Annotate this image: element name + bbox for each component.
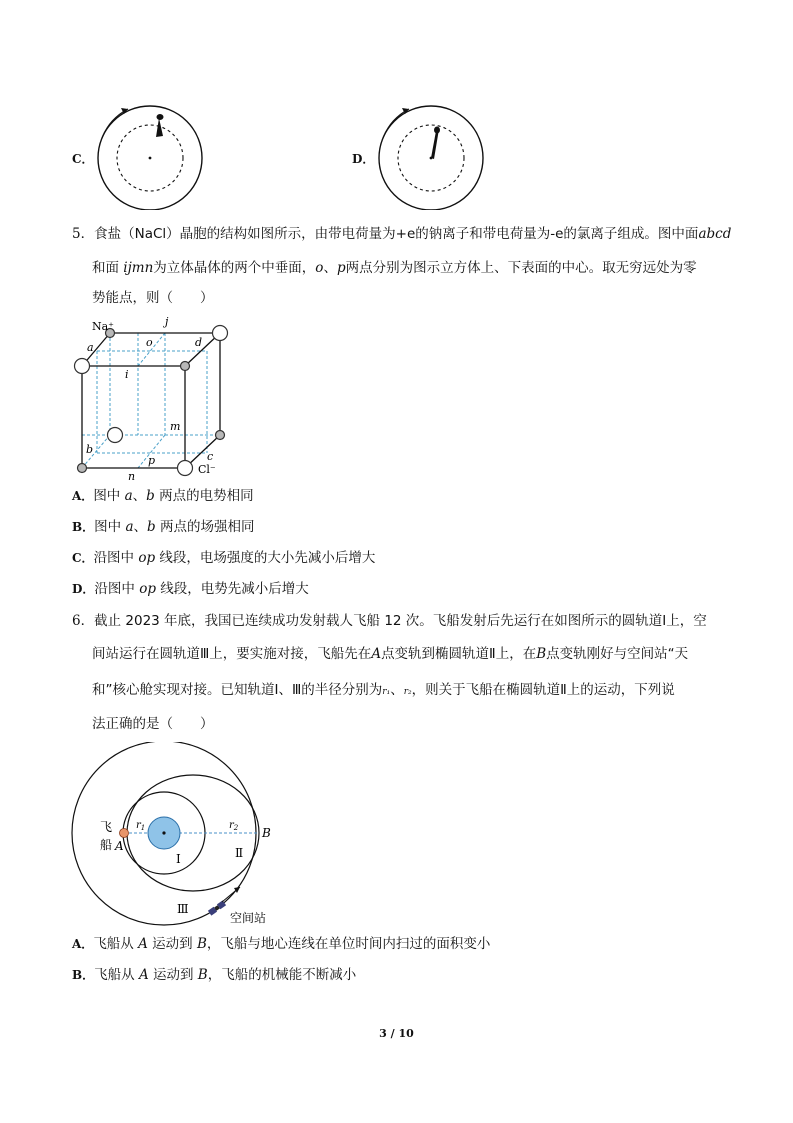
question-6-line-2 [92, 645, 688, 663]
option-text: 、 [132, 488, 147, 504]
option-label: D． [72, 582, 95, 596]
point-n-label: n [128, 470, 136, 483]
question-5-line-3: 势能点，则（ ） [92, 290, 214, 306]
q5-text-1a: 食盐（ [94, 226, 135, 242]
q6-text-2c: 点变轨到椭圆轨道Ⅱ上，在 [381, 646, 537, 662]
point-o-label: o [146, 336, 153, 349]
q6-text-3c: 、 [390, 682, 404, 698]
q6-text-3e: ，则关于飞船在椭圆轨道Ⅱ上的运动，下列说 [411, 682, 675, 698]
option-d-label: D． [352, 152, 375, 166]
option-var: op [138, 550, 156, 566]
q5-option-b [72, 518, 254, 536]
figure-option-d [371, 100, 501, 210]
point-a-label: a [87, 341, 94, 354]
question-5-line-1 [72, 225, 731, 243]
orbit-II-label: Ⅱ [235, 846, 244, 860]
q6-text-3a: 和”核心舱实现对接。已知轨道Ⅰ、Ⅲ的半径分别为 [92, 682, 383, 698]
option-var: A [138, 936, 148, 952]
q5-option-a [72, 487, 254, 505]
r2-label: $r_2$ [229, 820, 239, 832]
option-var: b [146, 488, 155, 504]
q5-text-2b: ijmn [123, 260, 154, 276]
q6-text-3b: r₁ [382, 687, 391, 697]
option-var: B [196, 936, 207, 952]
q5-text-2g: 两点分别为图示立方体上、下表面的中心。取无穷远处为零 [345, 260, 697, 276]
option-text: 沿图中 [93, 550, 139, 566]
option-label: A． [72, 489, 94, 503]
q5-option-c [72, 549, 375, 567]
option-text: 图中 [94, 519, 126, 535]
orbit-I-label: Ⅰ [176, 852, 181, 866]
point-i-label: i [125, 368, 129, 381]
q6-text-2d: B [536, 646, 547, 662]
option-c-label: C． [72, 152, 94, 166]
question-6-number: 6． [72, 613, 95, 629]
option-var: a [125, 519, 134, 535]
option-var: op [139, 581, 156, 597]
option-text: 两点的电势相同 [154, 488, 254, 504]
option-var: B [197, 967, 208, 983]
option-text: 图中 [93, 488, 125, 504]
option-text: 运动到 [148, 967, 198, 983]
ship-label-2: 船 [100, 838, 113, 852]
question-5-number: 5． [72, 226, 95, 242]
nacl-crystal-figure [70, 310, 240, 485]
q5-text-1c: abcd [698, 226, 732, 242]
option-text: 运动到 [147, 936, 197, 952]
option-text: 、 [133, 519, 148, 535]
q6-text-2b: A [371, 646, 382, 662]
question-6-line-1 [72, 612, 707, 630]
page-number: 3 / 10 [379, 1027, 414, 1040]
q6-option-b [72, 966, 356, 984]
r1-label: $r_1$ [136, 820, 146, 832]
station-label: 空间站 [230, 911, 267, 925]
na-ion-label: Na⁺ [92, 320, 114, 333]
option-var: a [124, 488, 133, 504]
option-text: 沿图中 [94, 581, 140, 597]
q5-option-d [72, 580, 309, 598]
q5-text-2f: p [336, 260, 346, 276]
point-j-label: j [165, 315, 169, 328]
q6-text-2e: 点变轨刚好与空间站“天 [546, 646, 689, 662]
figure-option-c [90, 100, 220, 210]
option-label: A． [72, 937, 94, 951]
q5-text-1b: NaCl）晶胞的结构如图所示，由带电荷量为+e的钠离子和带电荷量为-e的氯离子组成。图中面 [134, 226, 699, 242]
option-text: 飞船从 [93, 936, 139, 952]
q6-option-a [72, 935, 490, 953]
question-5-line-2 [92, 259, 697, 277]
option-text: 线段，电势先减小后增大 [156, 581, 309, 597]
option-label: B． [72, 520, 95, 534]
option-text: ，飞船的机械能不断减小 [207, 967, 357, 983]
q6-text-1: 截止 2023 年底，我国已连续成功发射载人飞船 12 次。飞船发射后先运行在如图所示的圆轨道Ⅰ上，空 [94, 613, 707, 629]
option-text: 飞船从 [94, 967, 139, 983]
q6-text-3d: r₂ [403, 687, 412, 697]
q5-text-2a: 和面 [92, 260, 124, 276]
q5-text-2e: 、 [323, 260, 337, 276]
point-B-label: B [262, 826, 271, 840]
cl-ion-label: Cl⁻ [198, 463, 216, 476]
orbit-figure [70, 742, 285, 927]
orbit-III-label: Ⅲ [177, 902, 189, 916]
ship-label-1: 飞 [100, 820, 113, 834]
option-var: A [138, 967, 149, 983]
point-b-label: b [86, 443, 94, 456]
option-text: 两点的场强相同 [155, 519, 255, 535]
q5-text-2c: 为立体晶体的两个中垂面， [153, 260, 316, 276]
q6-text-2a: 间站运行在圆轨道Ⅲ上，要实施对接，飞船先在 [92, 646, 372, 662]
point-A-label: A [115, 839, 124, 853]
question-6-line-4: 法正确的是（ ） [92, 716, 214, 732]
point-m-label: m [170, 420, 181, 433]
option-var: b [147, 519, 156, 535]
point-c-label: c [207, 450, 214, 463]
option-label: C． [72, 551, 94, 565]
question-6-line-3 [92, 681, 675, 701]
option-label: B． [72, 968, 95, 982]
q5-text-2d: o [315, 260, 324, 276]
option-text: 线段，电场强度的大小先减小后增大 [155, 550, 376, 566]
option-text: ，飞船与地心连线在单位时间内扫过的面积变小 [206, 936, 491, 952]
point-d-label: d [195, 336, 203, 349]
point-p-label: p [148, 454, 156, 467]
